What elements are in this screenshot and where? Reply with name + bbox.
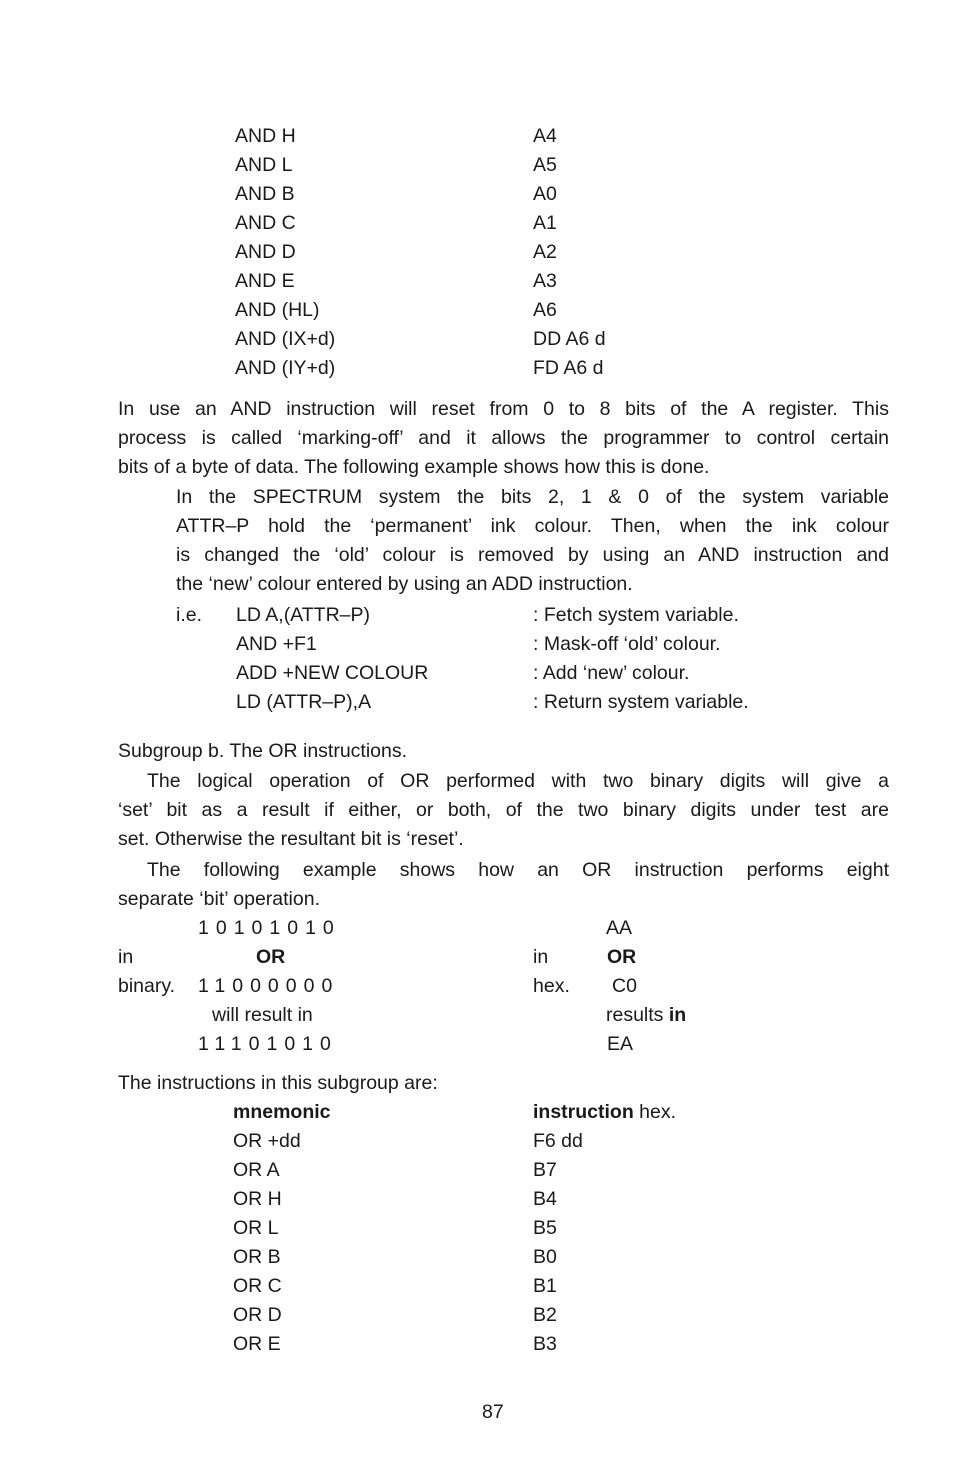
hex-cell: A3 (533, 270, 557, 292)
text-line: ATTR–P hold the ‘permanent’ ink colour. Then, when the ink colour (176, 515, 889, 537)
column-header-instruction-hex (533, 1103, 676, 1123)
binary-label: binary. (118, 975, 176, 997)
hex-cell: F6 dd (533, 1130, 583, 1152)
table-row (0, 1219, 970, 1248)
mnemonic-cell: AND E (235, 270, 295, 292)
text-line: process is called ‘marking-off’ and it allows the programmer to control certain (118, 427, 889, 449)
in-label: in (118, 946, 134, 968)
code-line: ADD +NEW COLOUR (236, 662, 429, 684)
table-row (0, 330, 970, 359)
hex-word: hex. (639, 1101, 677, 1123)
page-number: 87 (482, 1401, 504, 1423)
table-row (0, 301, 970, 330)
hex-cell: DD A6 d (533, 328, 606, 350)
table-row (0, 1306, 970, 1335)
mnemonic-cell: AND L (235, 154, 293, 176)
will-result-label: will result in (212, 1004, 313, 1026)
table-row (0, 1335, 970, 1364)
table-row (0, 1161, 970, 1190)
table-row (0, 272, 970, 301)
mnemonic-cell: OR B (233, 1246, 281, 1268)
code-comment: : Mask-off ‘old’ colour. (533, 633, 721, 655)
mnemonic-cell: OR +dd (233, 1130, 301, 1152)
table-row (0, 359, 970, 388)
mnemonic-cell: AND D (235, 241, 296, 263)
mnemonic-cell: OR D (233, 1304, 282, 1326)
results-word: results (606, 1004, 664, 1026)
hex-cell: A4 (533, 125, 557, 147)
code-line: LD (ATTR–P),A (236, 691, 372, 713)
text-line: The logical operation of OR performed with two binary digits will give a (147, 770, 889, 792)
binary-op: OR (256, 946, 286, 968)
text-line: bits of a byte of data. The following example shows how this is done. (118, 456, 710, 478)
hex-cell: B7 (533, 1159, 557, 1181)
hex-op: OR (607, 946, 637, 968)
mnemonic-cell: AND B (235, 183, 295, 205)
mnemonic-cell: AND H (235, 125, 296, 147)
text-line: The following example shows how an OR instruction performs eight (147, 859, 889, 881)
instruction-word: instruction (533, 1101, 634, 1123)
hex-cell: A6 (533, 299, 557, 321)
text-line: the ‘new’ colour entered by using an ADD instruction. (176, 573, 633, 595)
hex-cell: A5 (533, 154, 557, 176)
hex-cell: B1 (533, 1275, 557, 1297)
code-comment: : Fetch system variable. (533, 604, 739, 626)
hex-cell: B4 (533, 1188, 557, 1210)
hex-cell: B2 (533, 1304, 557, 1326)
hex-cell: A1 (533, 212, 557, 234)
mnemonic-cell: AND C (235, 212, 296, 234)
table-row (0, 127, 970, 156)
mnemonic-cell: AND (IY+d) (235, 357, 336, 379)
table-row (0, 1248, 970, 1277)
mnemonic-cell: OR H (233, 1188, 282, 1210)
column-header-mnemonic: mnemonic (233, 1101, 331, 1123)
hex-cell: B3 (533, 1333, 557, 1355)
binary-operand-b: 11000000 (198, 975, 340, 997)
text-line: In use an AND instruction will reset from 0 to 8 bits of the A register. This (118, 398, 889, 420)
table-row (0, 185, 970, 214)
mnemonic-cell: AND (IX+d) (235, 328, 336, 350)
subgroup-heading: Subgroup b. The OR instructions. (118, 740, 408, 762)
text-line: set. Otherwise the resultant bit is ‘reset’. (118, 828, 464, 850)
or-intro: The instructions in this subgroup are: (118, 1072, 438, 1094)
table-row (0, 1190, 970, 1219)
table-row (0, 156, 970, 185)
mnemonic-cell: OR C (233, 1275, 282, 1297)
code-line: AND +F1 (236, 633, 317, 655)
results-in-label (606, 1006, 686, 1026)
hex-cell: FD A6 d (533, 357, 604, 379)
table-row (0, 1132, 970, 1161)
text-line: separate ‘bit’ operation. (118, 888, 320, 910)
hex-operand-a: AA (606, 917, 633, 939)
table-row (0, 214, 970, 243)
hex-result: EA (607, 1033, 634, 1055)
text-line: is changed the ‘old’ colour is removed by using an AND instruction and (176, 544, 889, 566)
code-comment: : Add ‘new’ colour. (533, 662, 690, 684)
table-row (0, 1277, 970, 1306)
text-line: ‘set’ bit as a result if either, or both, of the two binary digits under test are (118, 799, 889, 821)
mnemonic-cell: OR L (233, 1217, 279, 1239)
hex-cell: B0 (533, 1246, 557, 1268)
binary-operand-a: 10101010 (198, 917, 341, 939)
in-word: in (668, 1004, 687, 1026)
table-row (0, 243, 970, 272)
mnemonic-cell: OR A (233, 1159, 280, 1181)
hex-label: hex. (533, 975, 570, 997)
hex-in-label: in (533, 946, 549, 968)
hex-cell: B5 (533, 1217, 557, 1239)
code-comment: : Return system variable. (533, 691, 749, 713)
mnemonic-cell: OR E (233, 1333, 281, 1355)
binary-result: 11101010 (198, 1033, 338, 1055)
mnemonic-cell: AND (HL) (235, 299, 320, 321)
hex-cell: A0 (533, 183, 557, 205)
code-line: LD A,(ATTR–P) (236, 604, 370, 626)
hex-cell: A2 (533, 241, 557, 263)
ie-prefix: i.e. (176, 604, 203, 626)
hex-operand-b: C0 (612, 975, 637, 997)
text-line: In the SPECTRUM system the bits 2, 1 & 0 of the system variable (176, 486, 889, 508)
